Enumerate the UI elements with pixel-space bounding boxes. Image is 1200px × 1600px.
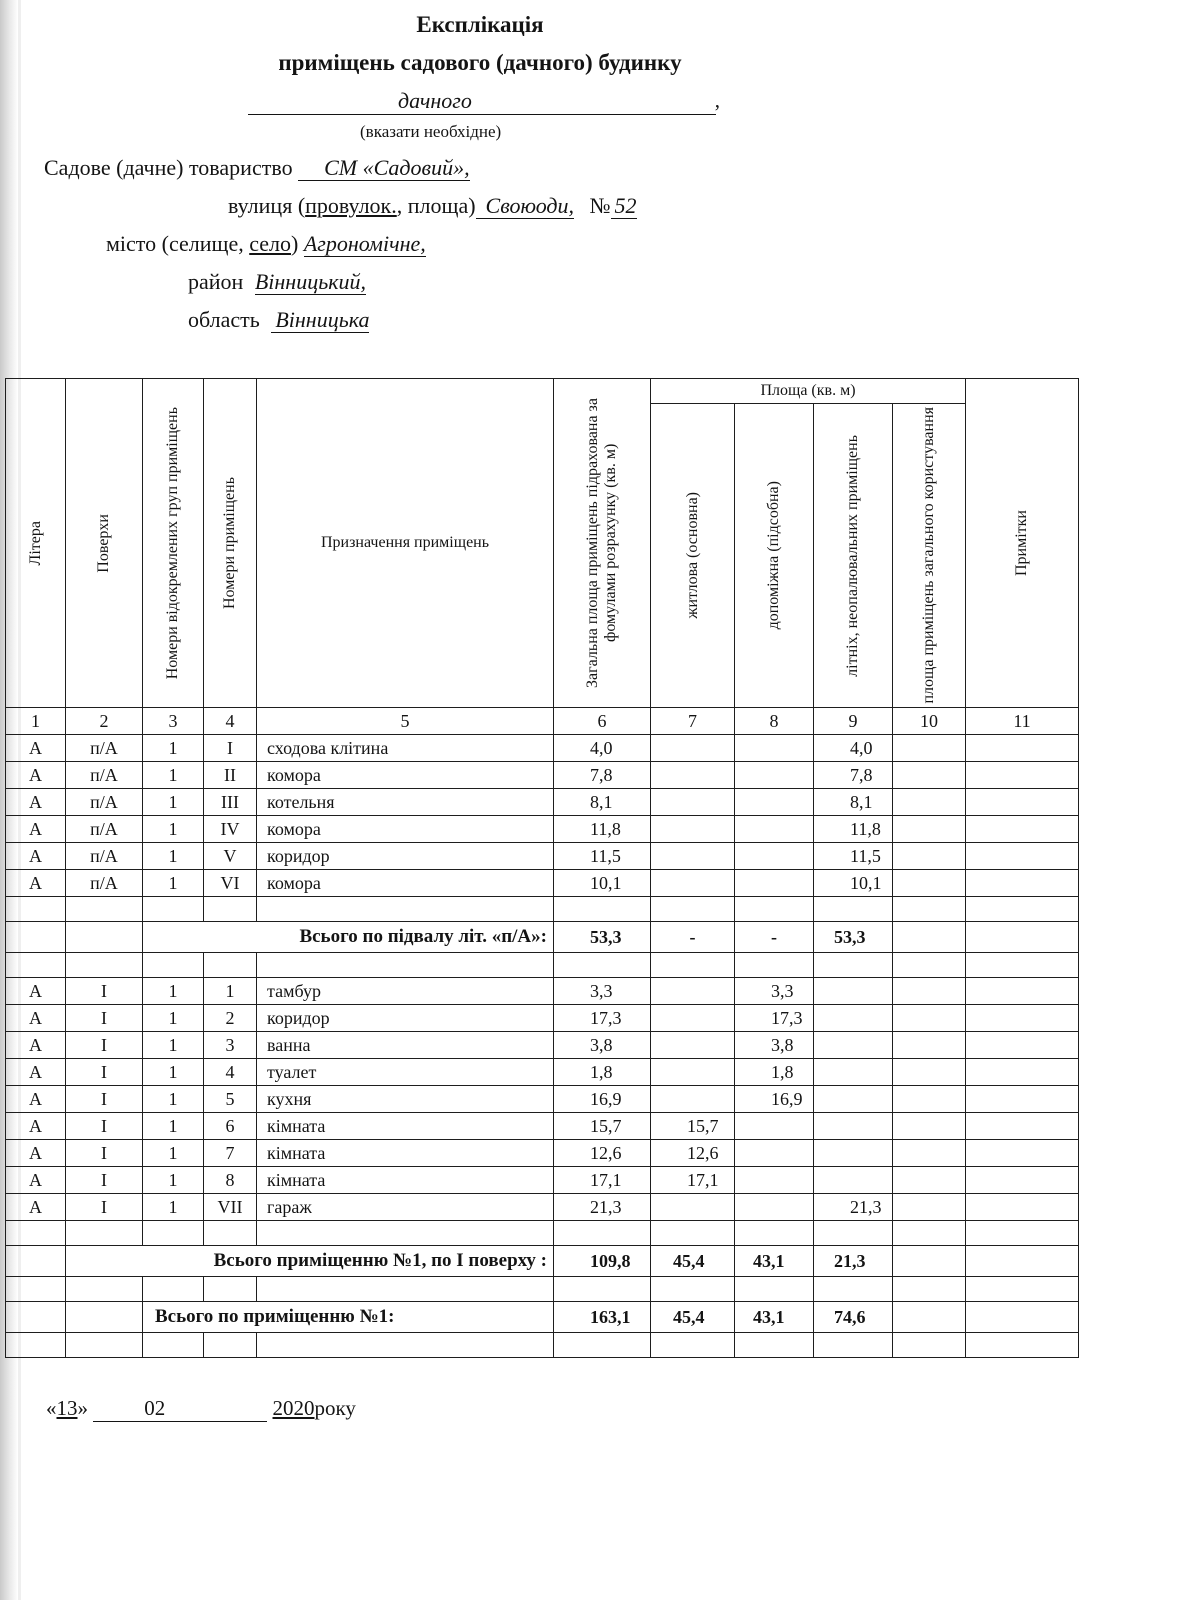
cell-total: 1,8	[554, 1059, 651, 1086]
cell-aux	[735, 1140, 814, 1167]
doc-title: Експлікація	[416, 12, 544, 37]
cell-empty	[893, 762, 966, 789]
cell-total: 4,0	[554, 735, 651, 762]
cell-total: 12,6	[554, 1140, 651, 1167]
header-group-numbers: Номери відокремлених груп приміщень	[143, 379, 204, 708]
floor1-total-living: 45,4	[651, 1246, 735, 1277]
grand-total-summer: 74,6	[814, 1302, 893, 1333]
cell-aux: 16,9	[735, 1086, 814, 1113]
column-number: 5	[257, 708, 554, 735]
cell-purpose: туалет	[257, 1059, 554, 1086]
cell-floor: п/А	[66, 816, 143, 843]
cell-aux: 1,8	[735, 1059, 814, 1086]
cell-empty	[893, 1005, 966, 1032]
cell-summer	[814, 1086, 893, 1113]
cell-litera: А	[6, 816, 66, 843]
cell-total: 3,3	[554, 978, 651, 1005]
basement-total-label: Всього по підвалу літ. «п/А»:	[143, 922, 554, 953]
cell-room: 8	[204, 1167, 257, 1194]
cell-floor: п/А	[66, 735, 143, 762]
cell-living	[651, 1194, 735, 1221]
cell-group: 1	[143, 1086, 204, 1113]
floor1-total-aux: 43,1	[735, 1246, 814, 1277]
basement-total-row	[6, 922, 1079, 953]
cell-group: 1	[143, 1140, 204, 1167]
date-open-quote: «	[46, 1396, 57, 1420]
cell-room: 4	[204, 1059, 257, 1086]
cell-group: 1	[143, 870, 204, 897]
floor1-total-label: Всього приміщенню №1, по І поверху :	[66, 1246, 554, 1277]
city-label-underlined: село	[249, 231, 291, 256]
street-value: Своюоди,	[476, 194, 575, 219]
cell-total: 17,3	[554, 1005, 651, 1032]
cell-aux	[735, 843, 814, 870]
cell-aux	[735, 1194, 814, 1221]
region-line	[188, 307, 369, 333]
header-purpose: Призначення приміщень	[257, 379, 554, 708]
cell-litera: А	[6, 1059, 66, 1086]
cell-summer: 11,5	[814, 843, 893, 870]
cell-litera: А	[6, 1167, 66, 1194]
cell-floor: п/А	[66, 843, 143, 870]
cell-litera: А	[6, 1005, 66, 1032]
cell-group: 1	[143, 1167, 204, 1194]
column-number: 4	[204, 708, 257, 735]
cell-floor: I	[66, 1140, 143, 1167]
cell-empty	[966, 1113, 1079, 1140]
cell-total: 7,8	[554, 762, 651, 789]
cell-purpose: комора	[257, 870, 554, 897]
header-floors: Поверхи	[66, 379, 143, 708]
grand-total-row	[6, 1302, 1079, 1333]
blank-row	[6, 1333, 1079, 1358]
date-month-underline	[93, 1396, 165, 1422]
cell-room: 5	[204, 1086, 257, 1113]
society-label: Садове (дачне) товариство	[44, 155, 293, 180]
column-number: 7	[651, 708, 735, 735]
cell-litera: А	[6, 1086, 66, 1113]
cell-purpose: комора	[257, 762, 554, 789]
column-number: 9	[814, 708, 893, 735]
cell-purpose: кімната	[257, 1113, 554, 1140]
cell-empty	[966, 1167, 1079, 1194]
cell-aux	[735, 735, 814, 762]
cell-purpose: сходова клітина	[257, 735, 554, 762]
header-summer: літніх, неопалювальних приміщень	[814, 404, 893, 708]
cell-total: 10,1	[554, 870, 651, 897]
cell-group: 1	[143, 843, 204, 870]
cell-summer: 8,1	[814, 789, 893, 816]
cell-floor: I	[66, 978, 143, 1005]
table-row	[6, 816, 1079, 843]
cell-empty	[893, 1167, 966, 1194]
cell-floor: п/А	[66, 762, 143, 789]
cell-empty	[893, 843, 966, 870]
cell-room: I	[204, 735, 257, 762]
cell-room: III	[204, 789, 257, 816]
cell-total: 21,3	[554, 1194, 651, 1221]
cell-litera: А	[6, 1032, 66, 1059]
cell-room: 2	[204, 1005, 257, 1032]
cell-floor: I	[66, 1194, 143, 1221]
society-line	[44, 155, 470, 181]
cell-room: VII	[204, 1194, 257, 1221]
basement-total-summer: 53,3	[814, 922, 893, 953]
cell-empty	[966, 1086, 1079, 1113]
header-litera: Літера	[6, 379, 66, 708]
cell-summer	[814, 1167, 893, 1194]
cell-empty	[893, 735, 966, 762]
cell-floor: I	[66, 1113, 143, 1140]
column-number: 11	[966, 708, 1079, 735]
cell-group: 1	[143, 789, 204, 816]
cell-empty	[893, 816, 966, 843]
blank-row	[6, 1277, 1079, 1302]
cell-living	[651, 1086, 735, 1113]
grand-total-label: Всього по приміщенню №1:	[143, 1302, 554, 1333]
date-month: 02	[144, 1396, 166, 1420]
city-line	[106, 231, 426, 257]
table-row	[6, 1113, 1079, 1140]
cell-aux	[735, 816, 814, 843]
cell-empty	[893, 1113, 966, 1140]
cell-litera: А	[6, 1140, 66, 1167]
region-value: Вінницька	[271, 308, 369, 333]
cell-aux	[735, 870, 814, 897]
cell-living	[651, 1005, 735, 1032]
cell-floor: I	[66, 1167, 143, 1194]
cell-empty	[966, 762, 1079, 789]
cell-empty	[966, 735, 1079, 762]
cell-floor: I	[66, 1005, 143, 1032]
cell-total: 3,8	[554, 1032, 651, 1059]
cell-room: 7	[204, 1140, 257, 1167]
cell-group: 1	[143, 978, 204, 1005]
basement-total-aux: -	[735, 922, 814, 953]
cell-summer: 7,8	[814, 762, 893, 789]
date-day: 13	[56, 1396, 78, 1420]
table-row	[6, 843, 1079, 870]
cell-living: 12,6	[651, 1140, 735, 1167]
floor1-total-area: 109,8	[554, 1246, 651, 1277]
grand-total-living: 45,4	[651, 1302, 735, 1333]
cell-purpose: кімната	[257, 1140, 554, 1167]
cell-empty	[893, 1059, 966, 1086]
cell-living	[651, 789, 735, 816]
cell-total: 17,1	[554, 1167, 651, 1194]
floor1-total-row	[6, 1246, 1079, 1277]
table-row	[6, 1005, 1079, 1032]
street-line	[228, 193, 637, 219]
cell-empty	[966, 843, 1079, 870]
city-label-prefix: місто (селище,	[106, 231, 250, 256]
table-row	[6, 762, 1079, 789]
cell-room: II	[204, 762, 257, 789]
cell-group: 1	[143, 1194, 204, 1221]
cell-purpose: гараж	[257, 1194, 554, 1221]
column-number: 6	[554, 708, 651, 735]
cell-aux	[735, 789, 814, 816]
cell-living	[651, 1032, 735, 1059]
cell-empty	[893, 978, 966, 1005]
cell-total: 15,7	[554, 1113, 651, 1140]
cell-floor: I	[66, 1086, 143, 1113]
cell-living: 17,1	[651, 1167, 735, 1194]
building-kind-field	[248, 88, 720, 115]
cell-total: 11,8	[554, 816, 651, 843]
header-auxiliary: допоміжна (підсобна)	[735, 404, 814, 708]
region-label: область	[188, 307, 260, 332]
date-close-quote: »	[77, 1396, 88, 1420]
building-kind-value: дачного	[398, 88, 472, 113]
cell-room: VI	[204, 870, 257, 897]
street-label-suffix: , площа)	[396, 193, 476, 218]
city-label-suffix: )	[291, 231, 299, 256]
cell-empty	[893, 870, 966, 897]
table-row	[6, 1086, 1079, 1113]
column-number-row	[6, 708, 1079, 735]
cell-group: 1	[143, 1032, 204, 1059]
cell-aux	[735, 762, 814, 789]
street-label-underlined: провулок.	[305, 193, 397, 218]
cell-litera: А	[6, 1113, 66, 1140]
cell-litera: А	[6, 870, 66, 897]
number-value: 52	[611, 194, 637, 219]
cell-summer: 11,8	[814, 816, 893, 843]
cell-summer	[814, 1140, 893, 1167]
society-value: СМ «Садовий»,	[298, 156, 470, 181]
column-number: 3	[143, 708, 204, 735]
date-suffix: року	[314, 1396, 356, 1420]
cell-empty	[893, 789, 966, 816]
cell-group: 1	[143, 762, 204, 789]
cell-empty	[966, 1194, 1079, 1221]
cell-summer	[814, 1113, 893, 1140]
cell-empty	[966, 816, 1079, 843]
header-total-area: Загальна площа приміщень підрахована за фомулами розрахунку (кв. м)	[554, 379, 651, 708]
street-label-prefix: вулиця (	[228, 193, 306, 218]
cell-summer	[814, 1059, 893, 1086]
table-row	[6, 1059, 1079, 1086]
cell-purpose: коридор	[257, 843, 554, 870]
date-spacer-line	[165, 1396, 267, 1422]
cell-summer: 10,1	[814, 870, 893, 897]
cell-aux: 17,3	[735, 1005, 814, 1032]
district-label: район	[188, 269, 244, 294]
cell-purpose: комора	[257, 816, 554, 843]
table-row	[6, 1167, 1079, 1194]
cell-group: 1	[143, 735, 204, 762]
cell-summer	[814, 978, 893, 1005]
column-number: 2	[66, 708, 143, 735]
floor1-total-summer: 21,3	[814, 1246, 893, 1277]
cell-litera: А	[6, 789, 66, 816]
cell-total: 16,9	[554, 1086, 651, 1113]
cell-litera: А	[6, 978, 66, 1005]
cell-litera: А	[6, 843, 66, 870]
header-living: житлова (основна)	[651, 404, 735, 708]
cell-litera: А	[6, 735, 66, 762]
cell-purpose: котельня	[257, 789, 554, 816]
cell-litera: А	[6, 762, 66, 789]
blank-row	[6, 1221, 1079, 1246]
cell-room: 3	[204, 1032, 257, 1059]
cell-living	[651, 870, 735, 897]
cell-empty	[966, 1032, 1079, 1059]
column-number: 8	[735, 708, 814, 735]
basement-total-area: 53,3	[554, 922, 651, 953]
cell-room: V	[204, 843, 257, 870]
cell-empty	[966, 1140, 1079, 1167]
grand-total-aux: 43,1	[735, 1302, 814, 1333]
grand-total-area: 163,1	[554, 1302, 651, 1333]
cell-living	[651, 735, 735, 762]
building-kind-hint: (вказати необхідне)	[360, 122, 502, 141]
table-row	[6, 1194, 1079, 1221]
cell-total: 8,1	[554, 789, 651, 816]
cell-empty	[966, 789, 1079, 816]
number-label: №	[589, 193, 611, 218]
date-year: 2020	[272, 1396, 315, 1420]
district-line	[188, 269, 366, 295]
cell-empty	[893, 1086, 966, 1113]
cell-summer: 21,3	[814, 1194, 893, 1221]
cell-purpose: коридор	[257, 1005, 554, 1032]
explication-table	[5, 378, 1079, 1358]
cell-empty	[893, 1032, 966, 1059]
cell-floor: I	[66, 1032, 143, 1059]
cell-summer	[814, 1005, 893, 1032]
header-room-numbers: Номери приміщень	[204, 379, 257, 708]
cell-empty	[893, 1140, 966, 1167]
cell-room: 1	[204, 978, 257, 1005]
cell-floor: I	[66, 1059, 143, 1086]
cell-group: 1	[143, 1113, 204, 1140]
cell-empty	[966, 870, 1079, 897]
cell-floor: п/А	[66, 870, 143, 897]
cell-group: 1	[143, 1005, 204, 1032]
cell-room: IV	[204, 816, 257, 843]
floor1-rows	[6, 978, 1079, 1221]
cell-purpose: кухня	[257, 1086, 554, 1113]
header-area-group: Площа (кв. м)	[651, 379, 966, 404]
cell-group: 1	[143, 816, 204, 843]
document-date	[46, 1396, 356, 1422]
district-value: Вінницький,	[254, 269, 366, 294]
cell-living	[651, 1059, 735, 1086]
cell-total: 11,5	[554, 843, 651, 870]
table-row	[6, 735, 1079, 762]
doc-subtitle: приміщень садового (дачного) будинку	[278, 50, 682, 75]
cell-purpose: кімната	[257, 1167, 554, 1194]
cell-aux	[735, 1113, 814, 1140]
header-notes: Примітки	[966, 379, 1079, 708]
cell-litera: А	[6, 1194, 66, 1221]
table-row	[6, 1140, 1079, 1167]
cell-living	[651, 843, 735, 870]
column-number: 1	[6, 708, 66, 735]
cell-purpose: ванна	[257, 1032, 554, 1059]
building-kind-comma: ,	[714, 88, 720, 112]
cell-aux: 3,8	[735, 1032, 814, 1059]
cell-living: 15,7	[651, 1113, 735, 1140]
basement-total-living: -	[651, 922, 735, 953]
city-value: Агрономічне,	[303, 231, 426, 256]
header-common: площа приміщень загального користування	[893, 404, 966, 708]
table-row	[6, 978, 1079, 1005]
table-row	[6, 1032, 1079, 1059]
basement-rows	[6, 735, 1079, 897]
cell-empty	[893, 1194, 966, 1221]
cell-room: 6	[204, 1113, 257, 1140]
cell-empty	[966, 1059, 1079, 1086]
cell-aux: 3,3	[735, 978, 814, 1005]
blank-row	[6, 897, 1079, 922]
column-number: 10	[893, 708, 966, 735]
cell-living	[651, 816, 735, 843]
cell-aux	[735, 1167, 814, 1194]
cell-group: 1	[143, 1059, 204, 1086]
cell-living	[651, 762, 735, 789]
cell-living	[651, 978, 735, 1005]
cell-empty	[966, 978, 1079, 1005]
cell-purpose: тамбур	[257, 978, 554, 1005]
cell-empty	[966, 1005, 1079, 1032]
blank-row	[6, 953, 1079, 978]
table-row	[6, 870, 1079, 897]
cell-summer	[814, 1032, 893, 1059]
cell-summer: 4,0	[814, 735, 893, 762]
table-row	[6, 789, 1079, 816]
cell-floor: п/А	[66, 789, 143, 816]
